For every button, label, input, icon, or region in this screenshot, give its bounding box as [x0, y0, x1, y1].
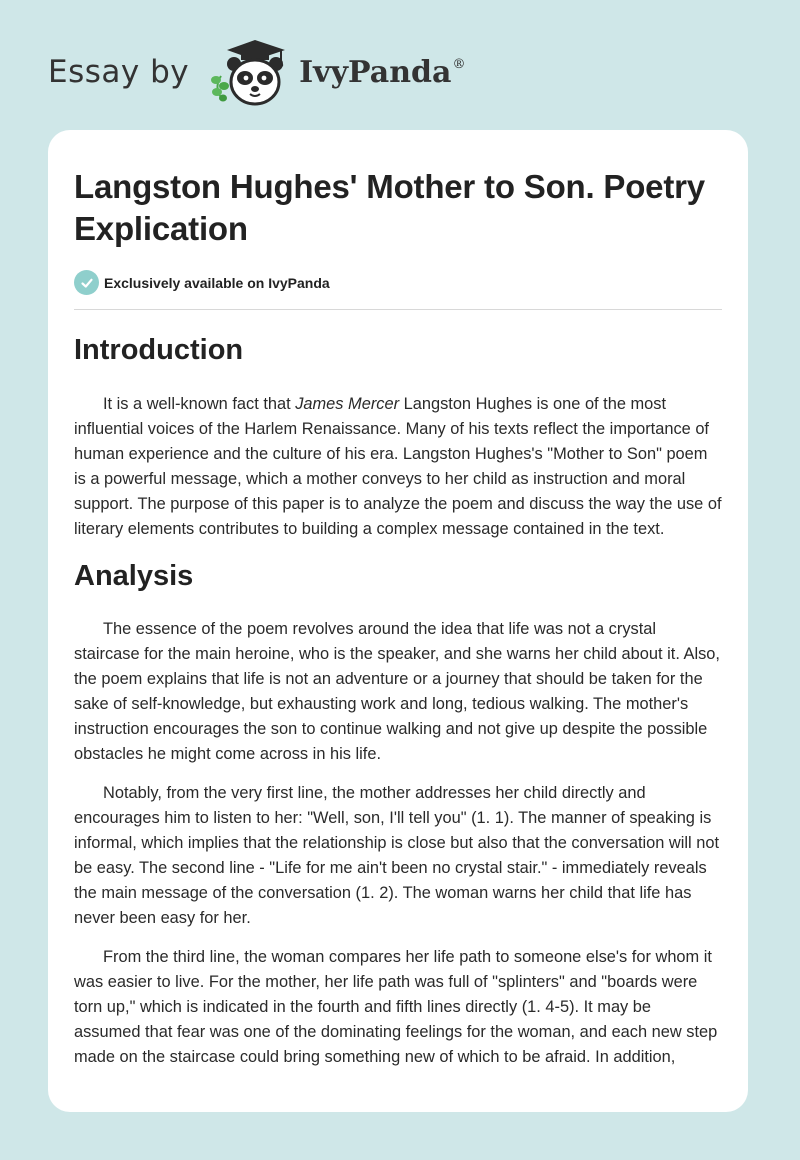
- essay-by-label: Essay by: [48, 54, 190, 90]
- site-header: [48, 36, 465, 108]
- exclusive-badge: [74, 270, 722, 295]
- analysis-paragraph-2: Notably, from the very first line, the mother addresses her child directly and encourages him to listen to her: "Well, son, I'll tell you" (1. 1). The manner of speaking is informal, which implies that the relationship is close but also that the conversation will not be easy. The second line - "Life for me ain't been no crystal stair." - immediately reveals the main message of the conversation (1. 2). The woman warns her child that life has never been easy for her.: [74, 784, 720, 927]
- analysis-paragraph-1: The essence of the poem revolves around the idea that life was not a crystal staircase for the main heroine, who is the speaker, and she warns her child about it. Also, the poem explains that life is not an adventure or a journey that should be taken for the sake of self-knowledge, but exhausting work and long, tedious walking. The mother's instruction encourages the son to continue walking and not give up despite the possible obstacles he might come across in his life.: [74, 620, 720, 763]
- brand-name[interactable]: IvyPanda®: [299, 54, 466, 90]
- intro-paragraph: It is a well-known fact that James Mercer Langston Hughes is one of the most influential voices of the Harlem Renaissance. Many of his texts reflect the importance of human experience and the culture of his era. Langston Hughes's "Mother to Son" poem is a powerful message, which a mother conveys to her child as instruction and moral support. The purpose of this paper is to analyze the poem and discuss the way the use of literary elements contributes to building a complex message contained in the text.: [74, 395, 722, 538]
- author-name-emphasis: James Mercer: [295, 395, 400, 413]
- section-heading-introduction: Introduction: [74, 334, 244, 366]
- check-icon: [74, 270, 99, 295]
- divider: [74, 309, 722, 310]
- exclusive-badge-label: Exclusively available on IvyPanda: [104, 274, 330, 291]
- registered-mark: ®: [452, 56, 466, 72]
- section-heading-analysis: Analysis: [74, 560, 194, 592]
- page-title: Langston Hughes' Mother to Son. Poetry Explication: [74, 168, 705, 247]
- panda-logo-icon[interactable]: [207, 36, 293, 108]
- essay-card: [48, 130, 748, 1112]
- analysis-paragraph-3: From the third line, the woman compares her life path to someone else's for whom it was easier to live. For the mother, her life path was full of "splinters" and "boards were torn up," which is indicated in the fourth and fifth lines directly (1. 4-5). It may be assumed that fear was one of the dominating feelings for the woman, and each new step made on the staircase could bring something new of which to be afraid. In addition,: [74, 948, 718, 1066]
- ivy-leaf-icon: [211, 76, 229, 102]
